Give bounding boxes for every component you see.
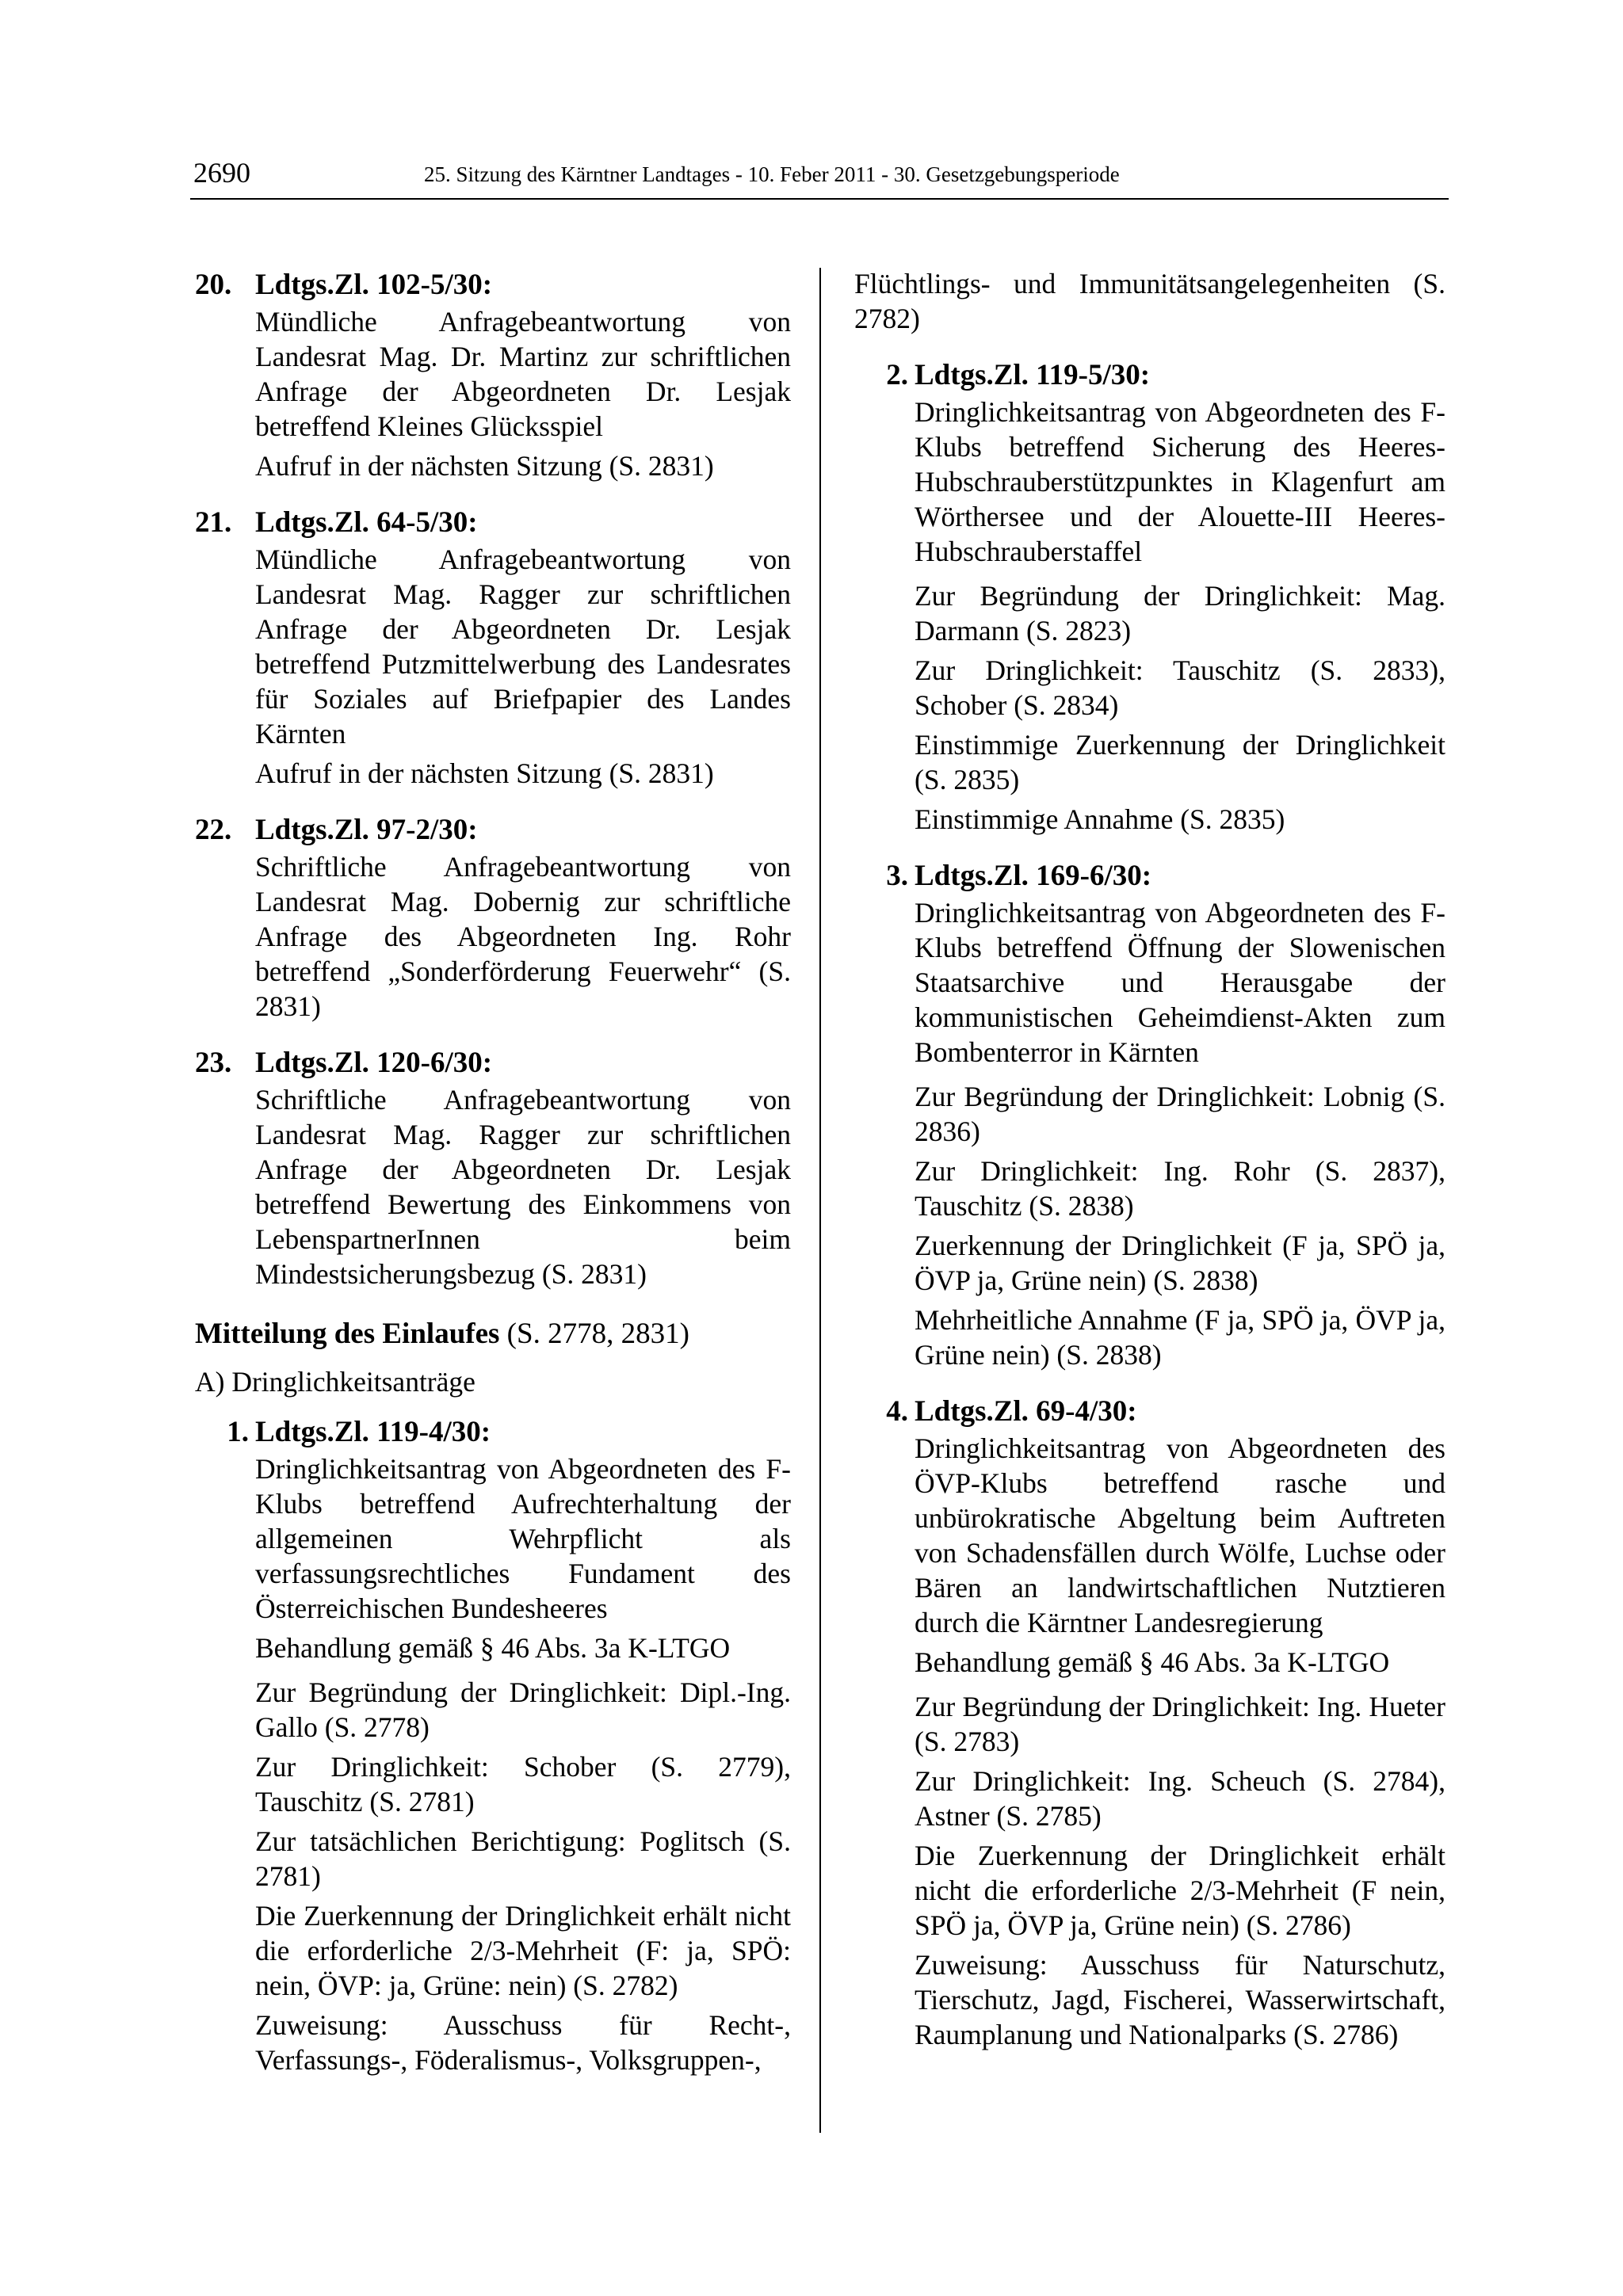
item-note: Zur Begründung der Dringlichkeit: Ing. Hueter (S. 2783) bbox=[915, 1691, 1445, 1757]
item-heading bbox=[195, 811, 791, 849]
item-note: Mehrheitliche Annahme (F ja, SPÖ ja, ÖVP ja, Grüne nein) (S. 2838) bbox=[915, 1304, 1445, 1371]
page-number: 2690 bbox=[193, 157, 250, 189]
section-title: Mitteilung des Einlaufes bbox=[195, 1318, 500, 1350]
item-number: 2. bbox=[886, 359, 908, 391]
item-text: Schriftliche Anfragebeantwortung von Landesrat Mag. Dobernig zur schriftliche Anfrage des Abgeordneten Ing. Rohr betreffend „Sonderförderung Feuerwehr“ (S. 2831) bbox=[255, 851, 791, 1022]
item-note: Zuweisung: Ausschuss für Naturschutz, Tierschutz, Jagd, Fischerei, Wasserwirtschaft, Raumplanung und Nationalparks (S. 2786) bbox=[915, 1949, 1445, 2050]
item-note: Einstimmige Annahme (S. 2835) bbox=[915, 803, 1285, 835]
running-title: 25. Sitzung des Kärntner Landtages - 10. Feber 2011 - 30. Gesetzgebungsperiode bbox=[424, 162, 1120, 186]
item-number: 23. bbox=[195, 1047, 232, 1079]
item-heading bbox=[195, 1044, 791, 1082]
item-reference: Ldtgs.Zl. 120-6/30: bbox=[255, 1047, 493, 1079]
item-text: Dringlichkeitsantrag von Abgeordneten des F-Klubs betreffend Öffnung der Slowenischen Staatsarchive und Herausgabe der kommunistischen Geheimdienst-Akten zum Bombenterror in Kärnten bbox=[915, 897, 1445, 1068]
motion-item-4 bbox=[854, 1393, 1445, 2052]
agenda-item-21 bbox=[195, 504, 791, 791]
item-heading bbox=[854, 857, 1445, 895]
item-reference: Ldtgs.Zl. 169-6/30: bbox=[915, 860, 1152, 892]
item-note: Zuweisung: Ausschuss für Recht-, Verfassungs-, Föderalismus-, Volksgruppen-, bbox=[255, 2009, 791, 2076]
motion-item-2 bbox=[854, 357, 1445, 837]
item-number: 20. bbox=[195, 269, 232, 301]
item-reference: Ldtgs.Zl. 64-5/30: bbox=[255, 506, 478, 539]
agenda-item-22 bbox=[195, 811, 791, 1024]
item-note: Die Zuerkennung der Dringlichkeit erhält nicht die erforderliche 2/3-Mehrheit (F: ja, SPÖ: nein, ÖVP: ja, Grüne: nein) (S. 2782) bbox=[255, 1900, 791, 2001]
item-text: Dringlichkeitsantrag von Abgeordneten des F-Klubs betreffend Sicherung des Heeres-Hubschrauberstützpunktes in Klagenfurt am Wörthersee und der Alouette-III Heeres-Hubschrauberstaffel bbox=[915, 396, 1445, 567]
item-note: Zur Dringlichkeit: Ing. Scheuch (S. 2784), Astner (S. 2785) bbox=[915, 1765, 1445, 1832]
item-treatment: Behandlung gemäß § 46 Abs. 3a K-LTGO bbox=[255, 1632, 731, 1664]
item-number: 3. bbox=[886, 860, 908, 892]
item-text: Mündliche Anfragebeantwortung von Landesrat Mag. Dr. Martinz zur schriftlichen Anfrage der Abgeordneten Dr. Lesjak betreffend Kleines Glücksspiel bbox=[255, 306, 791, 442]
item-text: Dringlichkeitsantrag von Abgeordneten des F-Klubs betreffend Aufrechterhaltung der allgemeinen Wehrpflicht als verfassungsrechtliches Fundament des Österreichischen Bundesheeres bbox=[255, 1453, 791, 1624]
item-number: 4. bbox=[886, 1395, 908, 1428]
item-number: 22. bbox=[195, 814, 232, 846]
page-header bbox=[190, 155, 1449, 200]
item-reference: Ldtgs.Zl. 119-5/30: bbox=[915, 359, 1151, 391]
item-note: Aufruf in der nächsten Sitzung (S. 2831) bbox=[255, 757, 714, 789]
item-number: 21. bbox=[195, 506, 232, 539]
item-note: Zur tatsächlichen Berichtigung: Poglitsch (S. 2781) bbox=[255, 1825, 791, 1892]
item-heading bbox=[854, 357, 1445, 395]
agenda-item-23 bbox=[195, 1044, 791, 1291]
item-treatment: Behandlung gemäß § 46 Abs. 3a K-LTGO bbox=[915, 1646, 1390, 1678]
item-note: Zur Begründung der Dringlichkeit: Dipl.-Ing. Gallo (S. 2778) bbox=[255, 1676, 791, 1743]
item-reference: Ldtgs.Zl. 97-2/30: bbox=[255, 814, 478, 846]
item-note: Aufruf in der nächsten Sitzung (S. 2831) bbox=[255, 450, 714, 482]
item-heading bbox=[854, 1393, 1445, 1431]
item-note: Einstimmige Zuerkennung der Dringlichkeit (S. 2835) bbox=[915, 729, 1445, 795]
right-column bbox=[854, 266, 1445, 2073]
item-text: Mündliche Anfragebeantwortung von Landesrat Mag. Ragger zur schriftlichen Anfrage der Abgeordneten Dr. Lesjak betreffend Putzmittelwerbung des Landesrates für Soziales auf Briefpapier des Landes Kärnten bbox=[255, 543, 791, 749]
item-note: Zur Dringlichkeit: Ing. Rohr (S. 2837), Tauschitz (S. 2838) bbox=[915, 1155, 1445, 1222]
item-reference: Ldtgs.Zl. 119-4/30: bbox=[255, 1416, 491, 1448]
motion-item-3 bbox=[854, 857, 1445, 1372]
section-pages: (S. 2778, 2831) bbox=[499, 1318, 689, 1350]
motion-item-1 bbox=[195, 1413, 791, 2077]
item-number: 1. bbox=[227, 1416, 249, 1448]
item-note: Die Zuerkennung der Dringlichkeit erhält nicht die erforderliche 2/3-Mehrheit (F nein, SPÖ ja, ÖVP ja, Grüne nein) (S. 2786) bbox=[915, 1840, 1445, 1941]
column-divider bbox=[819, 268, 821, 2133]
item-note: Zuerkennung der Dringlichkeit (F ja, SPÖ ja, ÖVP ja, Grüne nein) (S. 2838) bbox=[915, 1230, 1445, 1296]
item-heading bbox=[195, 1413, 791, 1451]
item-heading bbox=[195, 504, 791, 542]
agenda-item-20 bbox=[195, 266, 791, 483]
continued-text: Flüchtlings- und Immunitätsangelegenheiten (S. 2782) bbox=[854, 268, 1445, 334]
item-note: Zur Dringlichkeit: Tauschitz (S. 2833), Schober (S. 2834) bbox=[915, 654, 1445, 721]
left-column bbox=[195, 266, 791, 2098]
item-note: Zur Begründung der Dringlichkeit: Mag. Darmann (S. 2823) bbox=[915, 580, 1445, 646]
item-note: Zur Begründung der Dringlichkeit: Lobnig (S. 2836) bbox=[915, 1081, 1445, 1147]
item-note: Zur Dringlichkeit: Schober (S. 2779), Tauschitz (S. 2781) bbox=[255, 1751, 791, 1817]
item-reference: Ldtgs.Zl. 102-5/30: bbox=[255, 269, 493, 301]
item-text: Dringlichkeitsantrag von Abgeordneten des ÖVP-Klubs betreffend rasche und unbürokratische Abgeltung beim Auftreten von Schadensfällen durch Wölfe, Luchse oder Bären an landwirtschaftlichen Nutztieren durch die Kärntner Landesregierung bbox=[915, 1432, 1445, 1638]
subsection-heading: A) Dringlichkeitsanträge bbox=[195, 1366, 475, 1398]
item-text: Schriftliche Anfragebeantwortung von Landesrat Mag. Ragger zur schriftlichen Anfrage der Abgeordneten Dr. Lesjak betreffend Bewertung des Einkommens von LebenspartnerInnen beim Mindestsicherungsbezug (S. 2831) bbox=[255, 1084, 791, 1290]
item-heading bbox=[195, 266, 791, 304]
item-reference: Ldtgs.Zl. 69-4/30: bbox=[915, 1395, 1137, 1428]
section-heading bbox=[195, 1315, 791, 1353]
